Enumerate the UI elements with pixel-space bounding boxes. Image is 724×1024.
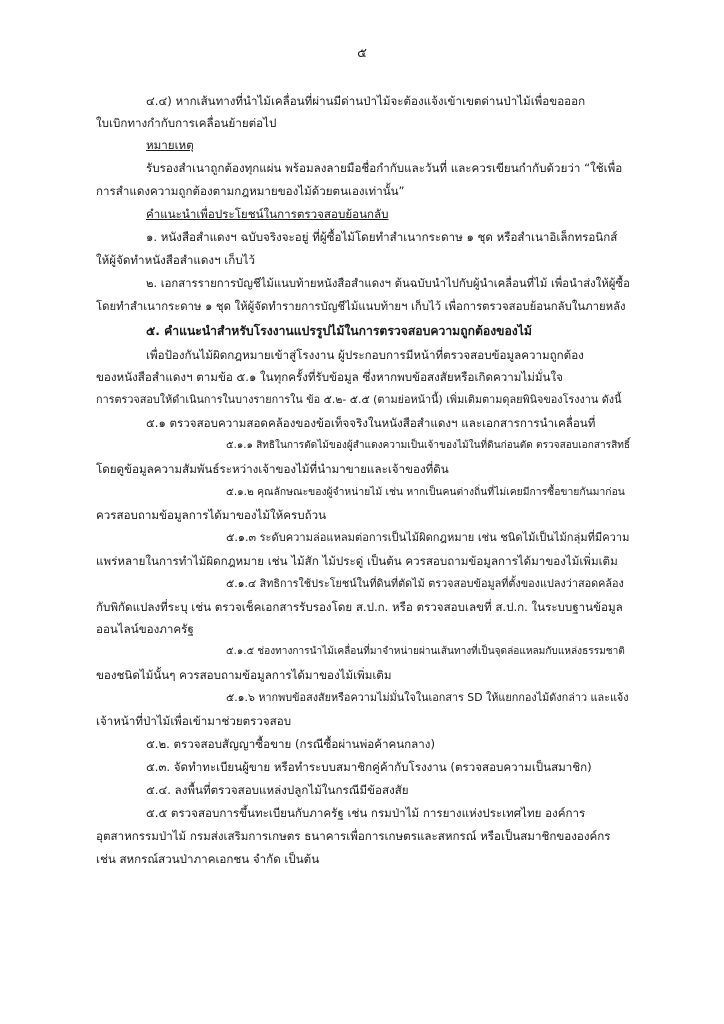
- section-5-intro-line-3: การตรวจสอบให้ดำเนินการในบางรายการใน ข้อ ๕.๒- ๕.๕ (ตามย่อหน้านี้) เพิ่มเติมตามดุลยพินิจของโรงงาน ดังนี้: [96, 393, 622, 406]
- section-5-4: ๕.๔. ลงพื้นที่ตรวจสอบแหล่งปลูกไม้ในกรณีมีข้อสงสัย: [146, 783, 409, 797]
- advice-item-2-line-1: ๒. เอกสารรายการบัญชีไม้แนบท้ายหนังสือสำแดงฯ ต้นฉบับนำไปกับผู้นำเคลื่อนที่ไม้ เพื่อนำส่งให้ผู้ซื้อ: [146, 276, 630, 290]
- section-5-1-3-line-2: แพร่หลายในการทำไม้ผิดกฎหมาย เช่น ไม้สัก ไม้ประดู่ เป็นต้น ควรสอบถามข้อมูลการได้มาของไม้เพิ่มเติม: [96, 554, 618, 568]
- advice-item-1-line-2: ให้ผู้จัดทำหนังสือสำแดงฯ เก็บไว้: [96, 253, 255, 267]
- section-5-intro-line-1: เพื่อป้องกันไม้ผิดกฎหมายเข้าสู่โรงงาน ผู้ประกอบการมีหน้าที่ตรวจสอบข้อมูลความถูกต้อง: [146, 348, 584, 362]
- section-5-1: ๕.๑ ตรวจสอบความสอดคล้องของข้อเท็จจริงในหนังสือสำแดงฯ และเอกสารการนำเคลื่อนที่: [146, 416, 596, 430]
- section-5-1-5-line-1: ๕.๑.๕ ช่องทางการนำไม้เคลื่อนที่มาจำหน่ายผ่านเส้นทางที่เป็นจุดล่อแหลมกับแหล่งธรรมชาติ: [226, 646, 625, 657]
- remark-line-2: การสำแดงความถูกต้องตามกฎหมายของไม้ด้วยตนเองเท่านั้น”: [96, 184, 405, 198]
- remark-line-1: รับรองสำเนาถูกต้องทุกแผ่น พร้อมลงลายมือชื่อกำกับและวันที่ และควรเขียนกำกับด้วยว่า “ใช้เพื่อ: [146, 161, 623, 175]
- section-5-1-1-line-2: โดยดูข้อมูลความสัมพันธ์ระหว่างเจ้าของไม้ที่นำมาขายและเจ้าของที่ดิน: [96, 462, 449, 476]
- remark-heading: หมายเหตุ: [146, 138, 194, 152]
- advice-heading: คำแนะนำเพื่อประโยชน์ในการตรวจสอบย้อนกลับ: [146, 207, 389, 221]
- section-5-1-6-line-2: เจ้าหน้าที่ป่าไม้เพื่อเข้ามาช่วยตรวจสอบ: [96, 714, 292, 728]
- section-5-intro-line-2: ของหนังสือสำแดงฯ ตามข้อ ๕.๑ ในทุกครั้งที่รับข้อมูล ซึ่งหากพบข้อสงสัยหรือเกิดความไม่มั่นใจ: [96, 370, 563, 384]
- section-5-5-line-2: อุตสาหกรรมป่าไม้ กรมส่งเสริมการเกษตร ธนาคารเพื่อการเกษตรและสหกรณ์ หรือเป็นสมาชิกขององค์กร: [96, 829, 611, 843]
- section-5-1-1-line-1: ๕.๑.๑ สิทธิในการตัดไม้ของผู้สำแดงความเป็นเจ้าของไม้ในที่ดินก่อนตัด ตรวจสอบเอกสารสิทธิ์: [226, 440, 631, 451]
- section-5-1-4-line-1: ๕.๑.๔ สิทธิการใช้ประโยชน์ในที่ดินที่ตัดไม้ ตรวจสอบข้อมูลที่ตั้งของแปลงว่าสอดคล้อง: [226, 577, 624, 590]
- section-5-1-6-line-1: ๕.๑.๖ หากพบข้อสงสัยหรือความไม่มั่นใจในเอกสาร SD ให้แยกกองไม้ดังกล่าว และแจ้ง: [226, 691, 629, 704]
- page-number: ๕: [357, 46, 367, 61]
- section-5-1-3-line-1: ๕.๑.๓ ระดับความล่อแหลมต่อการเป็นไม้ผิดกฎหมาย เช่น ชนิดไม้เป็นไม้กลุ่มที่มีความ: [226, 531, 630, 544]
- section-4-4-line-2: ใบเบิกทางกำกับการเคลื่อนย้ายต่อไป: [96, 116, 277, 130]
- section-5-5-line-3: เช่น สหกรณ์สวนป่าภาคเอกชน จำกัด เป็นต้น: [96, 852, 320, 866]
- section-5-2: ๕.๒. ตรวจสอบสัญญาซื้อขาย (กรณีซื้อผ่านพ่อค้าคนกลาง): [146, 737, 435, 751]
- section-5-1-2-line-1: ๕.๑.๒ คุณลักษณะของผู้จำหน่ายไม้ เช่น หากเป็นคนต่างถิ่นที่ไม่เคยมีการซื้อขายกันมาก่อน: [226, 486, 625, 498]
- advice-item-1-line-1: ๑. หนังสือสำแดงฯ ฉบับจริงจะอยู่ ที่ผู้ซื้อไม้โดยทำสำเนากระดาษ ๑ ชุด หรือสำเนาอิเล็กทรอนิกส์: [146, 230, 618, 244]
- section-5-5-line-1: ๕.๕ ตรวจสอบการขึ้นทะเบียนกับภาครัฐ เช่น กรมป่าไม้ การยางแห่งประเทศไทย องค์การ: [146, 806, 586, 820]
- section-5-3: ๕.๓. จัดทำทะเบียนผู้ขาย หรือทำระบบสมาชิกคู่ค้ากับโรงงาน (ตรวจสอบความเป็นสมาชิก): [146, 760, 592, 774]
- advice-item-2-line-2: โดยทำสำเนากระดาษ ๑ ชุด ให้ผู้จัดทำรายการบัญชีไม้แนบท้ายฯ เก็บไว้ เพื่อการตรวจสอบย้อนกลับในภายหลัง: [96, 299, 626, 313]
- section-5-heading: ๕. คำแนะนำสำหรับโรงงานแปรรูปไม้ในการตรวจสอบความถูกต้องของไม้: [146, 324, 532, 338]
- section-5-1-2-line-2: ควรสอบถามข้อมูลการได้มาของไม้ให้ครบถ้วน: [96, 508, 327, 522]
- section-4-4-line-1: ๔.๔) หากเส้นทางที่นำไม้เคลื่อนที่ผ่านมีด่านป่าไม้จะต้องแจ้งเข้าเขตด่านป่าไม้เพื่อขอออก: [146, 94, 586, 108]
- section-5-1-4-line-3: ออนไลน์ของภาครัฐ: [96, 622, 194, 636]
- section-5-1-5-line-2: ของชนิดไม้นั้นๆ ควรสอบถามข้อมูลการได้มาของไม้เพิ่มเติม: [96, 668, 392, 682]
- section-5-1-4-line-2: กับพิกัดแปลงที่ระบุ เช่น ตรวจเช็คเอกสารรับรองโดย ส.ป.ก. หรือ ตรวจสอบเลขที่ ส.ป.ก. ในระบบฐานข้อมูล: [96, 600, 623, 614]
